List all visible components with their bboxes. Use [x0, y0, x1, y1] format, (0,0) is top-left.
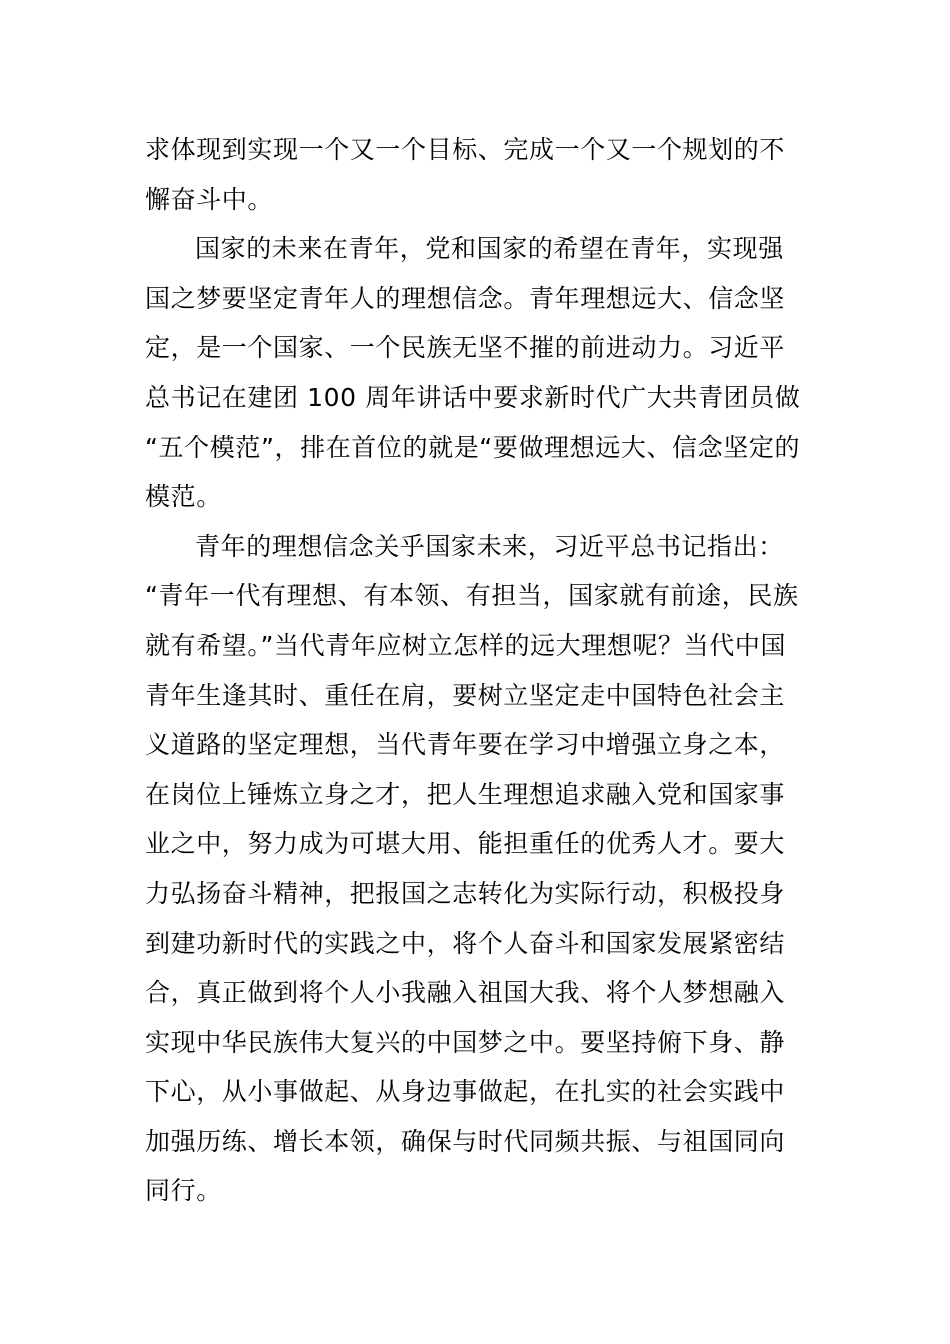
text-line: 青年生逢其时、重任在肩，要树立坚定走中国特色社会主 [145, 680, 786, 710]
text-line: 模范。 [145, 482, 222, 512]
text-line: 下心，从小事做起、从身边事做起，在扎实的社会实践中 [145, 1077, 786, 1107]
text-line: 懈奋斗中。 [145, 184, 274, 214]
text-line: 国家的未来在青年，党和国家的希望在青年，实现强 [195, 234, 784, 264]
text-line: 在岗位上锤炼立身之才，把人生理想追求融入党和国家事 [145, 779, 786, 809]
text-line: 加强历练、增长本领，确保与时代同频共振、与祖国同向 [145, 1126, 786, 1156]
text-line: “五个模范”，排在首位的就是“要做理想远大、信念坚定的 [145, 432, 801, 462]
text-line: 青年的理想信念关乎国家未来，习近平总书记指出： [195, 531, 784, 561]
text-line: “青年一代有理想、有本领、有担当，国家就有前途，民族 [145, 581, 799, 611]
text-line: 力弘扬奋斗精神，把报国之志转化为实际行动，积极投身 [145, 878, 786, 908]
text-line: 国之梦要坚定青年人的理想信念。青年理想远大、信念坚 [145, 283, 786, 313]
text-line: 求体现到实现一个又一个目标、完成一个又一个规划的不 [145, 135, 786, 164]
text-line: 合，真正做到将个人小我融入祖国大我、将个人梦想融入 [145, 978, 786, 1008]
text-line: 业之中，努力成为可堪大用、能担重任的优秀人才。要大 [145, 829, 786, 859]
paragraph-2 [145, 224, 807, 522]
document-page [145, 125, 807, 1216]
text-line: 定，是一个国家、一个民族无坚不摧的前进动力。习近平 [145, 333, 786, 363]
text-line: 义道路的坚定理想，当代青年要在学习中增强立身之本， [145, 730, 786, 760]
text-line: 实现中华民族伟大复兴的中国梦之中。要坚持俯下身、静 [145, 1027, 786, 1057]
text-line: 就有希望。”当代青年应树立怎样的远大理想呢？当代中国 [145, 630, 787, 660]
text-line: 总书记在建团 100 周年讲话中要求新时代广大共青团员做 [145, 382, 801, 412]
text-line: 到建功新时代的实践之中，将个人奋斗和国家发展紧密结 [145, 928, 786, 958]
paragraph-3 [145, 522, 807, 1216]
text-line: 同行。 [145, 1176, 222, 1206]
paragraph-1 [145, 125, 807, 224]
